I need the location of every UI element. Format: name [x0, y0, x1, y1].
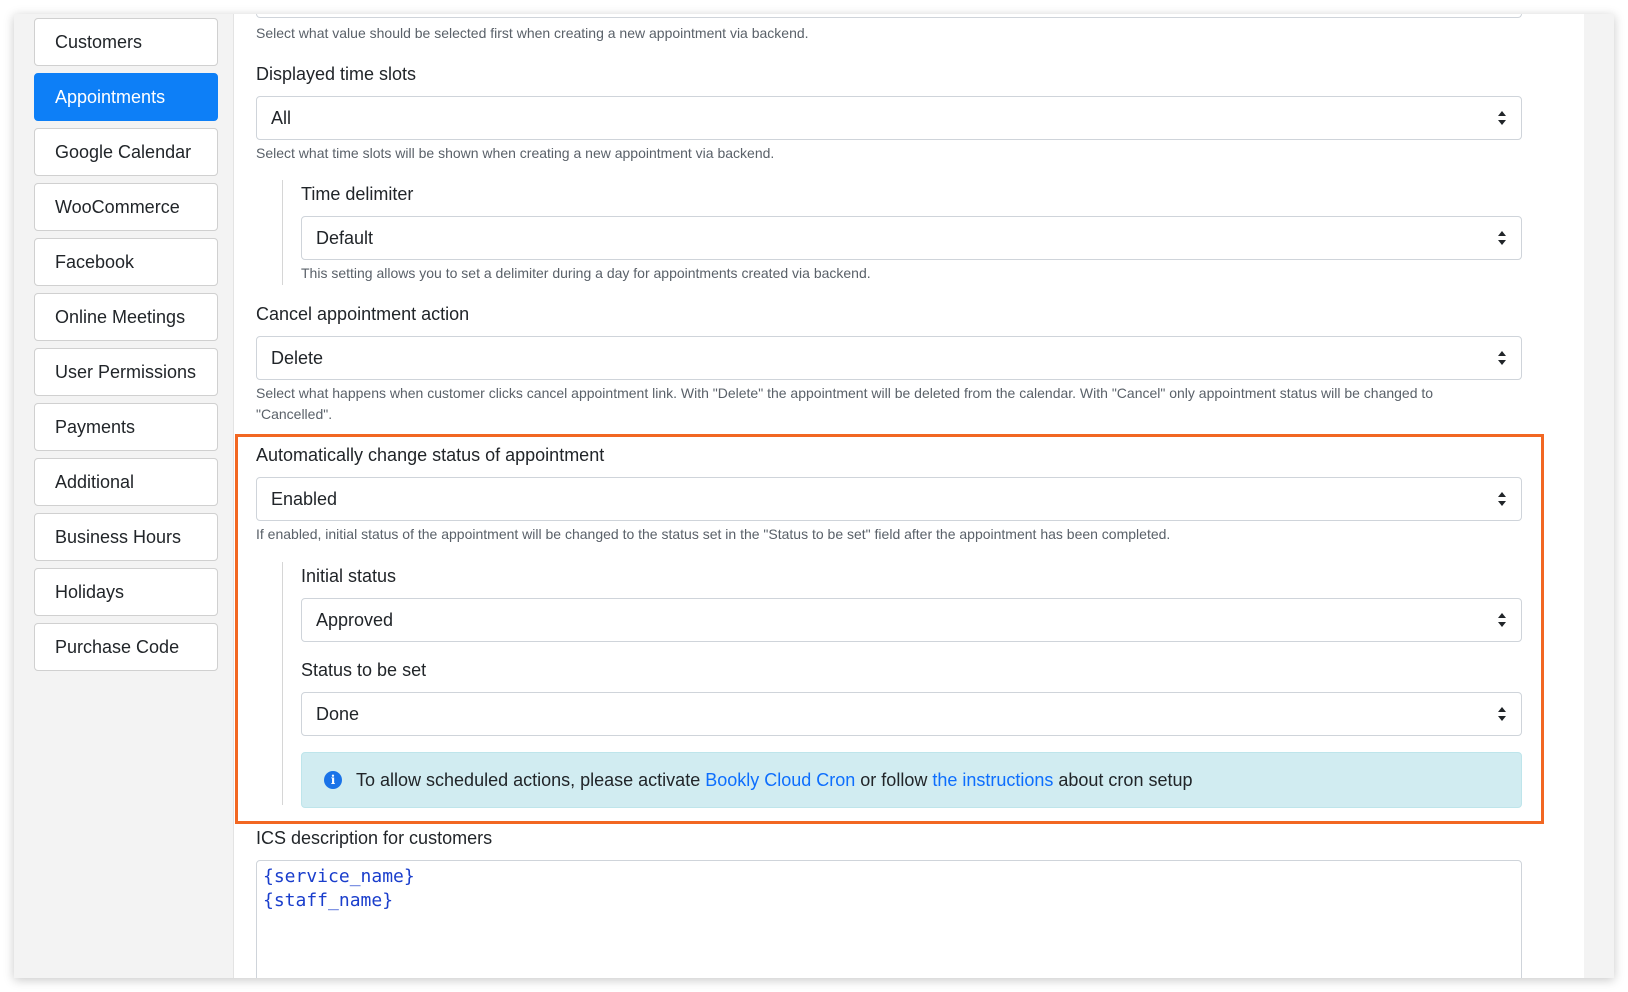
cron-instructions-link[interactable]: the instructions: [932, 770, 1054, 790]
initial-status-select[interactable]: [301, 598, 1522, 642]
cron-alert-text-middle: or follow: [855, 770, 933, 790]
scrollbar[interactable]: [1584, 14, 1614, 978]
time-delimiter-select[interactable]: [301, 216, 1522, 260]
settings-window: [14, 14, 1614, 978]
status-to-set-value: Done: [316, 704, 360, 724]
nested-divider: [282, 180, 283, 285]
sidebar-item-woocommerce[interactable]: WooCommerce: [34, 183, 218, 231]
auto-status-value: Enabled: [271, 489, 338, 509]
auto-status-label: Automatically change status of appointment: [256, 445, 605, 465]
settings-content: [234, 14, 1584, 978]
cancel-action-select[interactable]: [256, 336, 1522, 380]
cron-alert-text-before: To allow scheduled actions, please activate: [356, 770, 706, 790]
select-caret-icon: [1497, 492, 1507, 506]
sidebar-item-purchase-code[interactable]: Purchase Code: [34, 623, 218, 671]
cancel-action-help-line1: Select what happens when customer clicks cancel appointment link. With "Delete" the appointment will be deleted from the calendar. With "Cancel" only appointment status will be changed to: [256, 385, 1434, 401]
time-delimiter-label: Time delimiter: [301, 184, 414, 204]
cron-alert-text-after: about cron setup: [1053, 770, 1193, 790]
sidebar-item-customers[interactable]: Customers: [34, 18, 218, 66]
status-to-set-label: Status to be set: [301, 660, 427, 680]
select-caret-icon: [1497, 351, 1507, 365]
ics-line: {staff_name}: [263, 890, 394, 911]
nested-divider: [282, 562, 283, 805]
cancel-action-help: [256, 383, 1526, 425]
auto-status-select[interactable]: [256, 477, 1522, 521]
time-slots-help: Select what time slots will be shown when creating a new appointment via backend.: [256, 145, 775, 161]
cancel-action-label: Cancel appointment action: [256, 304, 470, 324]
sidebar-item-facebook[interactable]: Facebook: [34, 238, 218, 286]
time-slots-label: Displayed time slots: [256, 64, 417, 84]
initial-status-value: Approved: [316, 610, 394, 630]
info-icon: i: [324, 771, 342, 789]
select-caret-icon: [1497, 111, 1507, 125]
ics-description-label: ICS description for customers: [256, 828, 493, 848]
cancel-action-value: Delete: [271, 348, 324, 368]
time-delimiter-value: Default: [316, 228, 374, 248]
bookly-cloud-cron-link[interactable]: Bookly Cloud Cron: [705, 770, 856, 790]
select-caret-icon: [1497, 707, 1507, 721]
sidebar-item-holidays[interactable]: Holidays: [34, 568, 218, 616]
default-value-select-edge[interactable]: [256, 14, 1522, 18]
sidebar-item-appointments[interactable]: Appointments: [34, 73, 218, 121]
default-value-help: Select what value should be selected first when creating a new appointment via backend.: [256, 25, 809, 41]
status-to-set-select[interactable]: [301, 692, 1522, 736]
time-delimiter-help: This setting allows you to set a delimiter during a day for appointments created via backend.: [301, 265, 871, 281]
time-slots-select[interactable]: [256, 96, 1522, 140]
sidebar-item-user-permissions[interactable]: User Permissions: [34, 348, 218, 396]
cancel-action-help-line2: "Cancelled".: [256, 406, 333, 422]
sidebar-item-google-calendar[interactable]: Google Calendar: [34, 128, 218, 176]
select-caret-icon: [1497, 613, 1507, 627]
sidebar-item-business-hours[interactable]: Business Hours: [34, 513, 218, 561]
sidebar-item-additional[interactable]: Additional: [34, 458, 218, 506]
ics-description-textarea[interactable]: [256, 860, 1522, 978]
ics-line: {service_name}: [263, 866, 415, 887]
time-slots-value: All: [271, 108, 292, 128]
sidebar-item-payments[interactable]: Payments: [34, 403, 218, 451]
select-caret-icon: [1497, 231, 1507, 245]
cron-alert: [301, 752, 1522, 808]
initial-status-label: Initial status: [301, 566, 397, 586]
sidebar-item-online-meetings[interactable]: Online Meetings: [34, 293, 218, 341]
auto-status-help: If enabled, initial status of the appointment will be changed to the status set in the "Status to be set" field after the appointment has been completed.: [256, 526, 1171, 542]
settings-sidebar: [14, 14, 234, 978]
